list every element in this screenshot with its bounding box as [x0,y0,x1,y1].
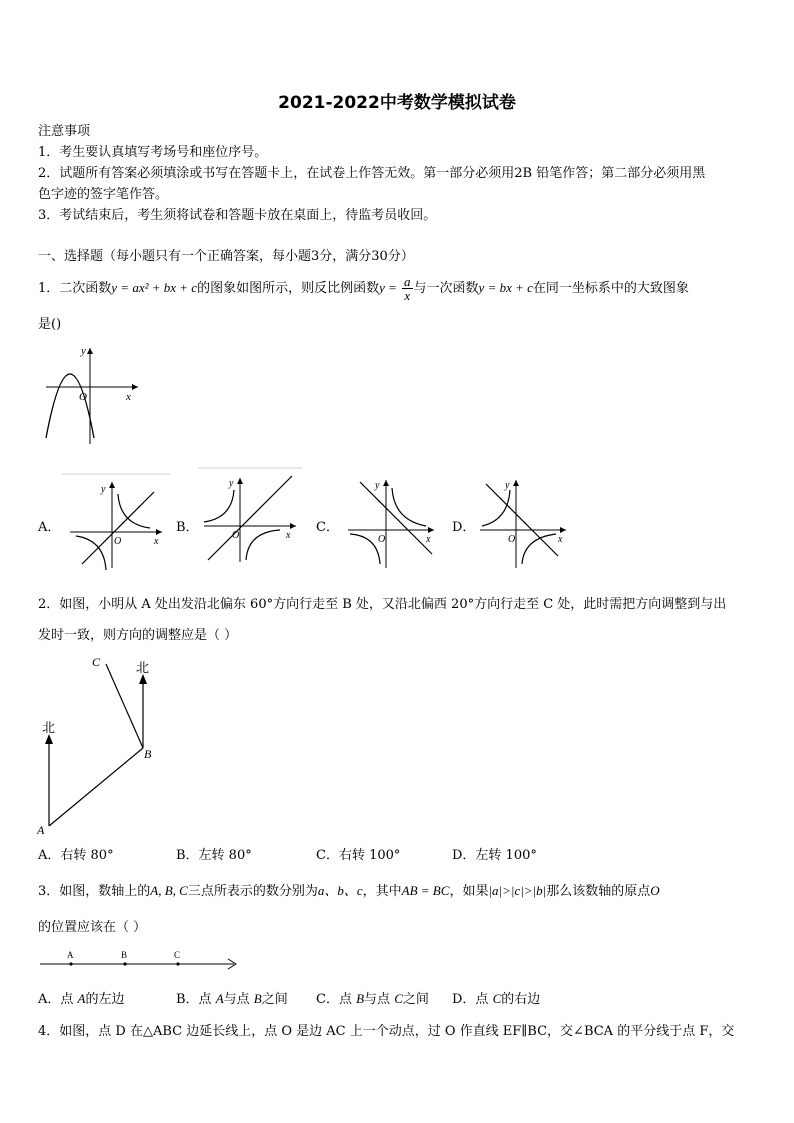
option-c-label: C． [316,520,339,535]
formula-linear: y = bx + c [478,280,533,295]
point-a-label: A [37,823,45,837]
y-axis-label: y [101,484,106,495]
formula-inverse-lhs: y = [379,280,397,295]
q2-option-b: B．左转 80° [176,848,252,863]
notice-item: 3．考试结束后，考生须将试卷和答题卡放在桌面上，待监考员收回。 [38,208,437,223]
notice-item: 色字迹的签字笔作答。 [38,187,169,202]
section-heading: 一、选择题（每小题只有一个正确答案，每小题3分，满分30分） [38,249,414,264]
north-label-a: 北 [42,720,56,735]
origin-label: O [232,530,240,541]
option-c-graph [346,474,438,570]
q3-option-d: D．点 C的右边 [452,991,541,1007]
q3-option-c: C．点 B与点 C之间 [316,991,429,1007]
x-axis-label: x [426,534,431,545]
origin-label: O [508,534,516,545]
notice-item: 1．考生要认真填写考场号和座位序号。 [38,145,268,160]
option-a-label: A． [38,520,61,535]
origin-label: O [79,391,87,403]
option-b-label: B． [176,520,199,535]
notice-heading: 注意事项 [38,124,91,139]
question-4-text: 4．如图，点 D 在△ABC 边延长线上，点 O 是边 AC 上一个动点，过 O 作直线 EF∥BC，交∠BCA 的平分线于点 F，交 [38,1024,735,1039]
x-axis-label: x [558,534,563,545]
axis-label-a: A [67,950,74,960]
y-axis-label: y [375,480,380,491]
q3-option-b: B．点 A与点 B之间 [176,991,288,1007]
y-axis-label: y [81,345,86,357]
axis-label-b: B [121,950,128,960]
option-b-graph [198,466,306,566]
option-d-graph [476,474,572,570]
option-a-graph [62,472,170,572]
page-title: 2021-2022中考数学模拟试卷 [278,93,516,113]
y-axis-label: y [229,478,234,489]
y-axis-label: y [505,480,510,491]
question-1-line2: 是() [38,317,62,332]
x-axis-label: x [126,391,131,403]
axis-label-c: C [174,950,181,960]
question-3-line2: 的位置应该在（ ） [38,920,147,935]
origin-label: O [378,534,386,545]
x-axis-label: x [286,530,291,541]
q2-option-d: D．左转 100° [452,848,537,863]
point-c-label: C [92,655,101,669]
formula-quadratic: y = ax² + bx + c [111,280,198,295]
question-2-text: 2．如图，小明从 A 处出发沿北偏东 60°方向行走至 B 处，又沿北偏西 20°方向行走至 C 处，此时需把方向调整到与出 [38,597,727,612]
q2-option-c: C．右转 100° [316,848,401,863]
q2-option-a: A．右转 80° [38,848,114,863]
question-1-text: 1．二次函数y = ax² + bx + c的图象如图所示，则反比例函数y = $\frac{a}{x}$ 与一次函数y = bx + c在同一坐标系中的大致图象 [38,274,689,303]
origin-label: O [114,536,122,547]
north-label-b: 北 [136,660,150,675]
question-3-text: 3．如图，数轴上的A, B, C三点所表示的数分别为a、b、c，其中AB = BC，如果|a|>|c|>|b|那么该数轴的原点O [38,883,660,899]
number-line [36,946,242,976]
question-2-line2: 发时一致，则方向的调整应是（ ） [38,628,238,643]
notice-item: 2．试题所有答案必须填涂或书写在答题卡上，在试卷上作答无效。第一部分必须用2B 铅笔作答；第二部分必须用黑 [38,166,706,181]
x-axis-label: x [154,536,159,547]
option-d-label: D． [452,520,476,535]
parabola-graph [38,340,148,450]
point-b-label: B [144,747,152,761]
fraction: $\frac{a}{x}$ [404,274,411,303]
q3-option-a: A．点 A的左边 [38,991,125,1007]
direction-figure [30,650,170,840]
